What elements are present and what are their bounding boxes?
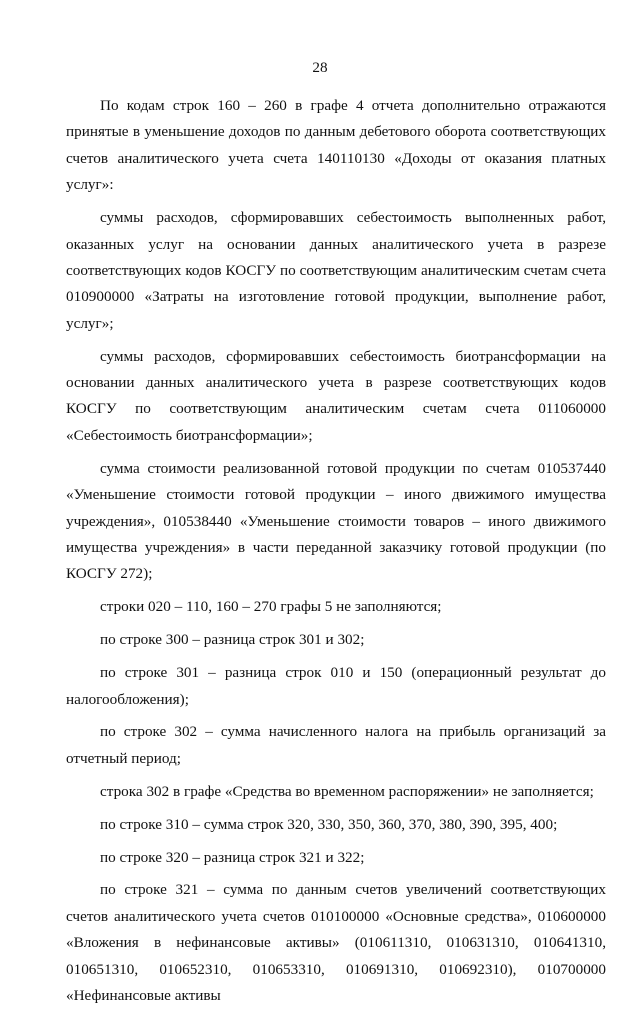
paragraph-sold-products: сумма стоимости реализованной готовой продукции по счетам 010537440 «Уменьшение стоимости готовой продукции – иного движимого имущества учреждения», 010538440 «Уменьшение стоимости товаров – иного движимого имущества учреждения» в части переданной заказчику готовой продукции (по КОСГУ 272);: [66, 459, 606, 583]
paragraph-row-301: по строке 301 – разница строк 010 и 150 (операционный результат до налогообложения);: [66, 664, 606, 708]
page-number: 28: [312, 59, 328, 76]
paragraph-row-302: по строке 302 – сумма начисленного налога на прибыль организаций за отчетный период;: [66, 723, 606, 767]
paragraph-row-302-temporary: строка 302 в графе «Средства во временном распоряжении» не заполняется;: [100, 782, 594, 800]
paragraph-intro: По кодам строк 160 – 260 в графе 4 отчета дополнительно отражаются принятые в уменьшение доходов по данным дебетового оборота соответствующих счетов аналитического учета счета 140110130 «Доходы от оказания платных услуг»:: [66, 97, 606, 194]
paragraph-row-320: по строке 320 – разница строк 321 и 322;: [100, 848, 365, 866]
paragraph-row-310: по строке 310 – сумма строк 320, 330, 350, 360, 370, 380, 390, 395, 400;: [100, 815, 558, 833]
document-body: [66, 93, 606, 1016]
paragraph-costs-works-services: суммы расходов, сформировавших себестоимость выполненных работ, оказанных услуг на основании данных аналитического учета в разрезе соответствующих кодов КОСГУ по соответствующим аналитическим счетам счета 010900000 «Затраты на изготовление готовой продукции, выполнение работ, услуг»;: [66, 209, 606, 332]
paragraph-row-300: по строке 300 – разница строк 301 и 302;: [100, 631, 365, 649]
paragraph-row-321: по строке 321 – сумма по данным счетов увеличений соответствующих счетов аналитического учета счетов 010100000 «Основные средства», 010600000 «Вложения в нефинансовые активы» (010611310, 010631310, 010641310, 010651310, 010652310, 010653310, 010691310, 010692310), 010700000 «Нефинансовые активы: [66, 881, 606, 1005]
paragraph-rows-not-filled: строки 020 – 110, 160 – 270 графы 5 не заполняются;: [100, 598, 442, 616]
paragraph-costs-biotransformation: суммы расходов, сформировавших себестоимость биотрансформации на основании данных аналитического учета в разрезе соответствующих кодов КОСГУ по соответствующим аналитическим счетам счета 011060000 «Себестоимость биотрансформации»;: [66, 347, 606, 444]
